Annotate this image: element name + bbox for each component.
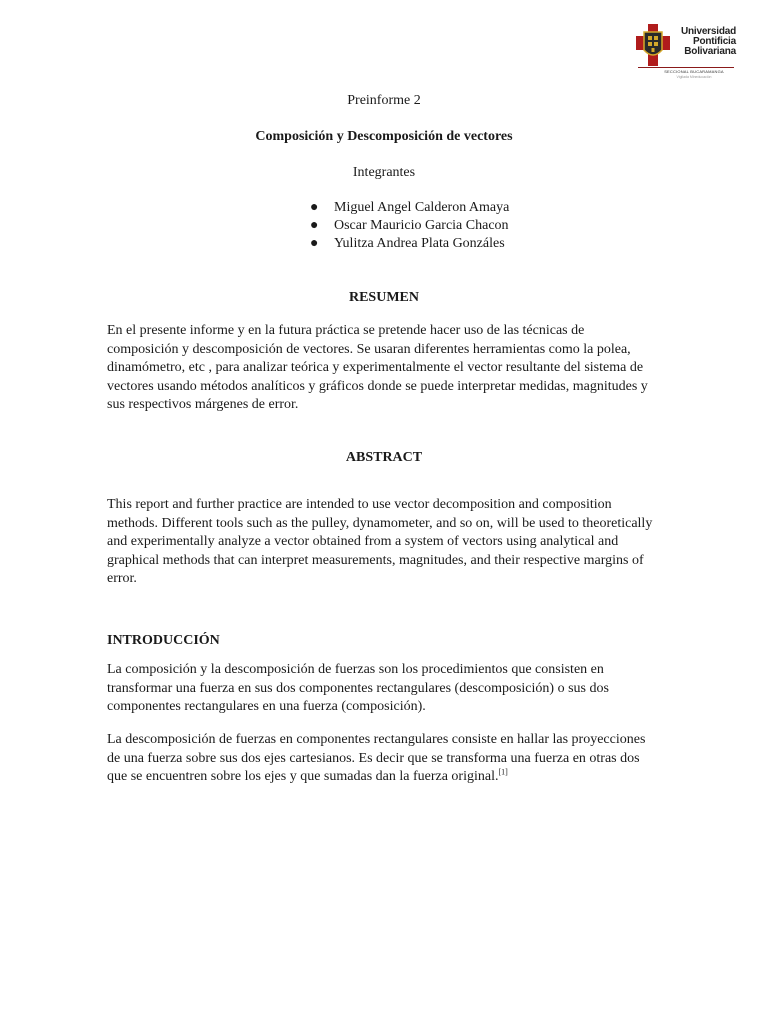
logo-line-3: Bolivariana	[684, 46, 736, 57]
paragraph-text: La descomposición de fuerzas en componentes rectangulares consiste en hallar las proyecciones de una fuerza sobre sus dos ejes cartesianos. Es decir que se transforma una fuerza en otras dos que se encuentren sobre los ejes y que sumadas dan la fuerza original.	[107, 732, 646, 785]
logo-subtitle: SECCIONAL BUCARAMANGA	[664, 69, 724, 74]
bullet-icon: ●	[310, 200, 319, 215]
member-name: Oscar Mauricio Garcia Chacon	[334, 218, 509, 233]
resumen-text: En el presente informe y en la futura práctica se pretende hacer uso de las técnicas de composición y descomposición de vectores. Se usaran diferentes herramientas como la polea, dinamómetro, etc , para analizar teórica y experimentalmente el vector resultante del sistema de vectores usando métodos analíticos y gráficos donde se puede interpretar medidas, magnitudes y sus respectivos márgenes de error.	[107, 323, 648, 413]
bullet-icon: ●	[310, 236, 319, 251]
abstract-heading: ABSTRACT	[345, 450, 423, 465]
bullet-icon: ●	[310, 218, 319, 233]
document-title: Composición y Descomposición de vectores	[255, 129, 513, 144]
members-list	[310, 199, 509, 253]
introduccion-heading: INTRODUCCIÓN	[107, 633, 220, 648]
members-label: Integrantes	[352, 165, 416, 180]
university-seal-icon	[636, 24, 670, 66]
list-item	[310, 235, 509, 253]
citation-reference: [1]	[498, 767, 508, 777]
logo-line-1: Universidad	[680, 26, 736, 37]
introduccion-paragraph-2	[107, 731, 659, 787]
university-name	[672, 27, 736, 57]
introduccion-paragraph-1: La composición y la descomposición de fuerzas son los procedimientos que consisten en transformar una fuerza en sus dos componentes rectangulares (descomposición) o sus dos componentes rectangulares en una fuerza (composición).	[107, 662, 609, 715]
resumen-heading: RESUMEN	[348, 290, 419, 305]
member-name: Miguel Angel Calderon Amaya	[334, 200, 510, 215]
list-item	[310, 217, 509, 235]
logo-tagline: Vigilada Mineducación	[676, 75, 712, 79]
logo-divider	[638, 67, 734, 68]
document-type: Preinforme 2	[347, 93, 421, 108]
abstract-text: This report and further practice are intended to use vector decomposition and composition methods. Different tools such as the pulley, dynamometer, and so on, will be used to theoretically and experimentally analyze a vector obtained from a system of vectors using analytical and graphical methods that can interpret measurements, magnitudes, and their respective margins of error.	[107, 497, 653, 587]
university-logo	[636, 24, 736, 80]
member-name: Yulitza Andrea Plata Gonzáles	[334, 236, 505, 251]
list-item	[310, 199, 509, 217]
logo-line-2: Pontificia	[692, 36, 736, 47]
